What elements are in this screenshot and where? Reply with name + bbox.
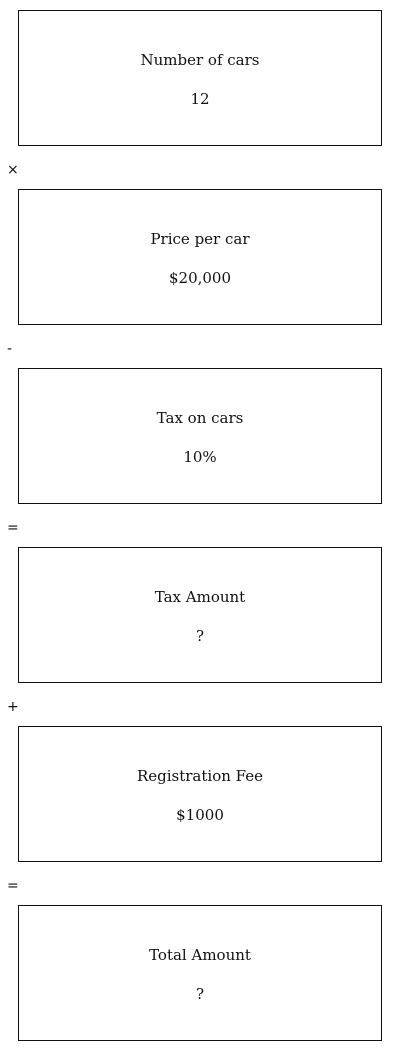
number-of-cars-box — [18, 10, 382, 146]
plus-operator: + — [7, 699, 19, 715]
price-per-car-box — [18, 189, 382, 325]
tax-amount-box — [18, 547, 382, 683]
total-amount-box — [18, 905, 382, 1041]
registration-fee-label: Registration Fee — [136, 767, 264, 785]
multiply-operator: × — [7, 162, 19, 178]
tax-on-cars-label: Tax on cars — [156, 409, 244, 427]
number-of-cars-label: Number of cars — [140, 51, 260, 69]
tax-amount-label: Tax Amount — [154, 588, 246, 606]
registration-fee-box — [18, 726, 382, 862]
minus-operator: - — [7, 341, 13, 357]
total-amount-value: ? — [195, 985, 205, 1003]
number-of-cars-value: 12 — [190, 90, 210, 108]
equals-operator-1: = — [7, 520, 19, 536]
total-amount-label: Total Amount — [149, 946, 251, 964]
price-per-car-value: $20,000 — [168, 269, 232, 287]
tax-on-cars-value: 10% — [183, 448, 217, 466]
registration-fee-value: $1000 — [176, 806, 224, 824]
equals-operator-2: = — [7, 878, 19, 894]
price-per-car-label: Price per car — [150, 230, 250, 248]
tax-on-cars-box — [18, 368, 382, 504]
tax-amount-value: ? — [195, 627, 205, 645]
